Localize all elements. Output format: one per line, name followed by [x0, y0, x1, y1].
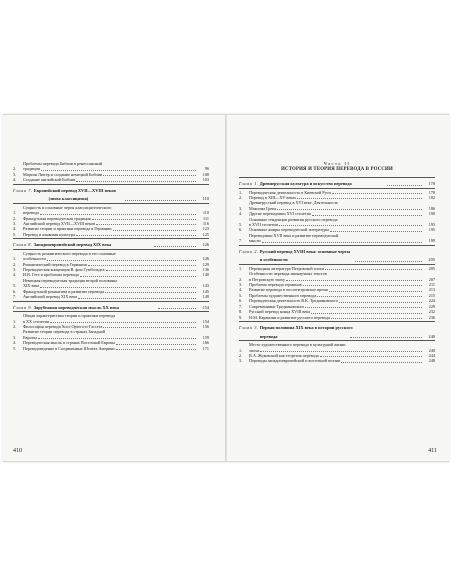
toc-entry — [239, 271, 435, 282]
chapter-heading — [13, 242, 209, 248]
leader-dots — [47, 260, 196, 261]
leader-dots — [286, 280, 422, 281]
entry-title — [23, 329, 197, 340]
chapter-rule-top — [239, 321, 435, 322]
entry-title-line — [249, 315, 423, 320]
entry-number: 2. — [13, 261, 17, 267]
entry-title-text: Философия перевода Хосе Ортега-и-Гассета — [23, 323, 103, 329]
toc-entry — [239, 315, 435, 320]
leader-dots — [116, 344, 196, 345]
chapter-title: Западноевропейский перевод XIX века — [33, 242, 112, 248]
entry-title-text: перевода — [23, 210, 39, 216]
entry-number: 6. — [13, 288, 17, 294]
leader-dots — [113, 230, 196, 231]
leader-dots — [341, 362, 422, 363]
leader-dots — [330, 231, 422, 232]
entry-number: 1. — [13, 210, 17, 216]
leader-dots — [305, 307, 422, 308]
entry-title-line — [23, 177, 197, 182]
entry-title-text: в XX столетии — [23, 318, 50, 324]
entry-page: 126 — [202, 256, 209, 262]
entry-page: 116 — [202, 221, 209, 227]
entry-page: 186 — [428, 205, 435, 211]
leader-dots — [125, 200, 196, 201]
chapter-rule-top — [239, 245, 435, 246]
entry-title-text: Французский романтизм и развитие перевода — [23, 288, 105, 294]
entry-number: 5. — [13, 231, 17, 237]
right-chapters — [239, 177, 435, 364]
entry-page: 178 — [428, 189, 435, 195]
chapter-heading — [239, 257, 435, 263]
toc-entry — [13, 278, 209, 289]
chapter-page: 205 — [428, 257, 435, 263]
chapter-rule-bottom — [239, 264, 435, 265]
chapter-label: Глава 9. — [13, 304, 33, 310]
toc-entry — [239, 233, 435, 244]
entry-number: 2. — [13, 166, 17, 172]
entry-page: 129 — [202, 261, 209, 267]
entry-title-text: Место художественного перевода в культурной жизни — [249, 342, 346, 348]
chapter-page: 178 — [428, 181, 435, 186]
entry-number: 4. — [239, 287, 243, 293]
entry-title — [249, 200, 423, 211]
entry-title — [23, 177, 197, 182]
toc-entry — [13, 177, 209, 182]
leader-dots — [350, 337, 422, 338]
leader-dots — [331, 318, 422, 319]
chapter-heading — [239, 334, 435, 340]
entry-title-text: И.В. Гете и проблемы перевода — [23, 272, 79, 278]
entry-page: 244 — [428, 352, 435, 358]
entry-title-text: XIX века — [23, 283, 40, 289]
entry-number: 4. — [13, 226, 17, 232]
toc-entry — [13, 251, 209, 262]
entry-page: 159 — [202, 334, 209, 340]
entry-number: 1. — [239, 347, 243, 353]
entry-title — [23, 346, 197, 351]
entry-page: 211 — [428, 282, 435, 288]
leader-dots — [76, 181, 196, 182]
entry-title-text: Развитие перевода в послепетровское время — [249, 287, 328, 293]
entry-number: 4. — [13, 177, 17, 183]
entry-page: 213 — [428, 287, 435, 293]
entry-title-text: Переводы западноевропейской и восточной поэзии — [249, 358, 341, 364]
entry-title-text: Проблемы художественного перевода — [249, 292, 317, 298]
entry-title-text: Сущность романтического перевода и его основные — [23, 250, 116, 256]
entry-page: 190 — [428, 211, 435, 217]
chapter-title: Зарубежная переводческая мысль XX века — [33, 304, 119, 310]
entry-title-line — [249, 358, 423, 363]
toc-entry — [239, 342, 435, 353]
entry-page: 149 — [202, 294, 209, 300]
entry-number: 5. — [13, 345, 17, 351]
entry-title-text: Проблемы перевода Библии в ренессансный — [23, 161, 103, 166]
chapter-label: Глава 2. — [239, 248, 259, 254]
entry-number: 3. — [239, 282, 243, 288]
leader-dots — [106, 270, 196, 271]
entry-title-text: Английский перевод XVII—XVIII веков — [23, 221, 95, 227]
entry-page: 103 — [202, 177, 209, 183]
entry-number: 1. — [13, 318, 17, 324]
entry-title — [23, 161, 197, 172]
leader-dots — [92, 219, 196, 220]
leader-dots — [78, 298, 196, 299]
entry-title-text: Русский перевод конца XVIII века — [249, 309, 311, 315]
entry-number: 1. — [239, 265, 243, 271]
entry-title — [249, 217, 423, 228]
entry-page: 166 — [202, 340, 209, 346]
toc-entry — [13, 232, 209, 237]
entry-number: 5. — [239, 222, 243, 228]
entry-title-text: Основные жанры переводческой литературы — [249, 227, 329, 233]
entry-page: 182 — [428, 195, 435, 200]
entry-page: 125 — [202, 231, 209, 237]
entry-title-text: Переводоведение в Соединенных Штатах Америки — [23, 345, 115, 351]
leader-dots — [40, 287, 196, 288]
toc-entry — [13, 161, 209, 172]
entry-title-text: Переводчики XVII века и развитие переводческой — [249, 232, 339, 238]
toc-entry — [13, 313, 209, 324]
leader-dots — [103, 327, 196, 328]
entry-title-text: Максима Грека — [249, 205, 277, 211]
entry-number: 7. — [239, 303, 243, 309]
entry-title-text: Другие переводчики XVI столетия — [249, 211, 311, 217]
entry-title — [23, 278, 197, 289]
leader-dots — [40, 214, 196, 215]
entry-title-text: Древнерусский перевод в XVI веке. Деятельность — [249, 200, 339, 206]
chapter-label: Глава 3. — [239, 324, 259, 330]
leader-dots — [332, 193, 422, 194]
toc-entry — [239, 358, 435, 363]
entry-number: 3. — [239, 358, 243, 364]
chapter-title: Русский перевод XVIII века: основные черты — [259, 248, 351, 254]
entry-title — [23, 251, 197, 262]
chapter-heading — [239, 249, 435, 255]
chapter-heading — [239, 181, 435, 187]
chapter-title: Древнерусская культура и искусство перевода — [259, 181, 352, 186]
entry-title-text: Переводческая деятельность В.К. Тредиаковского — [249, 298, 338, 304]
entry-title-line — [249, 238, 423, 243]
entry-title-text: Переводческая деятельность в Киевской Руси — [249, 189, 331, 195]
entry-number: 5. — [13, 283, 17, 289]
leader-dots — [50, 322, 196, 323]
entry-number: 4. — [13, 272, 17, 278]
leader-dots — [303, 285, 422, 286]
entry-page: 236 — [428, 314, 435, 320]
entry-number: 1. — [13, 256, 17, 262]
chapter-title: перевода — [259, 333, 278, 339]
entry-title-text: Особенности перевода инонаучных текстов — [249, 271, 327, 277]
entry-title-text: Н.М. Карамзин и развитие русского перевода — [249, 314, 330, 320]
chapter-rule-bottom — [13, 203, 209, 204]
entry-page: 140 — [202, 272, 209, 278]
leader-dots — [103, 175, 196, 176]
leader-dots — [311, 313, 422, 314]
chapter-subtitle-row — [13, 196, 209, 202]
entry-title-line — [23, 232, 197, 237]
entry-title-text: особенности — [23, 256, 46, 262]
toc-entry — [239, 217, 435, 228]
chapter-rule-top — [13, 184, 209, 185]
entry-number: 3. — [13, 334, 17, 340]
entry-page: 229 — [428, 303, 435, 309]
leader-dots — [88, 265, 196, 266]
chapter-rule-top — [239, 177, 435, 178]
chapter-label: Глава 8. — [13, 242, 33, 248]
entry-page: 205 — [428, 265, 435, 271]
leader-dots — [329, 291, 422, 292]
entry-title-text: Английский перевод XIX века — [23, 294, 78, 300]
entry-title-line — [23, 294, 197, 299]
part-title: ИСТОРИЯ И ТЕОРИЯ ПЕРЕВОДА В РОССИИ — [281, 167, 393, 172]
entry-title — [249, 358, 423, 363]
right-page — [227, 115, 449, 461]
chapter-rule-bottom — [239, 188, 435, 189]
entry-title-text: в Петровскую эпоху — [249, 276, 286, 282]
entry-number: 2. — [239, 276, 243, 282]
entry-title-text: Переводческая мысль в странах Восточной Европы — [23, 340, 116, 346]
entry-title — [249, 271, 423, 282]
entry-title-text: Французская переводческая традиция — [23, 215, 91, 221]
toc-entry — [13, 205, 209, 216]
entry-page: 232 — [428, 309, 435, 315]
entry-page: 171 — [202, 345, 209, 351]
entry-title — [23, 313, 197, 324]
entry-number: 2. — [13, 215, 17, 221]
entry-title — [23, 205, 197, 216]
page-number-left: 410 — [13, 448, 22, 454]
entry-title — [23, 294, 197, 299]
leader-dots — [339, 302, 422, 303]
leader-dots — [76, 235, 196, 236]
leader-dots — [80, 276, 196, 277]
entry-page: 111 — [203, 215, 209, 221]
chapter-rule-bottom — [239, 340, 435, 341]
entry-number: 2. — [239, 195, 243, 200]
part-number: Часть II — [323, 161, 351, 166]
entry-title-text: Создание английской Библии — [23, 177, 76, 183]
toc-entry — [13, 329, 209, 340]
entry-title-text: Развитие теории и практики перевода в Германии — [23, 226, 112, 232]
entry-title — [249, 233, 423, 244]
entry-page: 145 — [202, 288, 209, 294]
chapter-label: Глава 7. — [13, 187, 33, 193]
leader-dots — [312, 215, 422, 216]
entry-page: 193 — [428, 222, 435, 228]
entry-page: 199 — [428, 238, 435, 244]
entry-number: 2. — [239, 352, 243, 358]
entry-number: 3. — [239, 205, 243, 211]
entry-title-text: Европы — [23, 334, 37, 340]
chapter-title: Первая половина XIX века в истории русского — [259, 324, 353, 330]
leader-dots — [154, 246, 196, 247]
leader-dots — [387, 185, 422, 186]
entry-page: 123 — [202, 226, 209, 232]
entry-title — [249, 342, 423, 353]
entry-title-text: Современники Тредиаковского — [249, 303, 305, 309]
entry-page: 154 — [202, 318, 209, 324]
chapter-rule-bottom — [13, 249, 209, 250]
entry-title-text: Романтический перевод в Германии — [23, 261, 87, 267]
entry-page: 143 — [202, 283, 209, 289]
part-heading — [239, 161, 435, 173]
leader-dots — [116, 349, 196, 350]
leader-dots — [325, 269, 422, 270]
entry-page: 248 — [428, 358, 435, 364]
leader-dots — [277, 209, 422, 210]
leader-dots — [158, 308, 196, 309]
entry-title-text: в XVII столетии — [249, 222, 278, 228]
entry-number: 2. — [13, 323, 17, 329]
leader-dots — [355, 261, 422, 262]
left-page — [3, 115, 225, 461]
entry-number: 9. — [239, 314, 243, 320]
entry-page: 110 — [202, 210, 209, 216]
entry-title-text: традиции — [23, 166, 40, 172]
leader-dots — [317, 296, 422, 297]
entry-page: 96 — [204, 166, 209, 172]
entry-title-text: Основные тенденции развития русского перевода — [249, 216, 338, 222]
entry-page: 240 — [428, 347, 435, 353]
entry-title-text: Перевод и языковая культура — [23, 231, 75, 237]
leader-dots — [262, 242, 422, 243]
entry-page: 207 — [428, 276, 435, 282]
chapter-page: 154 — [202, 304, 209, 310]
chapter-subtitle: (эпоха классицизма) — [48, 196, 89, 202]
leader-dots — [105, 292, 196, 293]
chapter-page: 126 — [202, 242, 209, 248]
entry-number: 5. — [239, 292, 243, 298]
chapter-rule-top — [13, 238, 209, 239]
entry-number: 8. — [239, 309, 243, 315]
entry-title-text: Сущность и основные черты классицистического — [23, 204, 112, 210]
entry-title-text: мысли — [249, 238, 261, 244]
leader-dots — [38, 338, 196, 339]
entry-title-text: эпохи — [249, 347, 260, 353]
entry-title-text: Переводная литература Петровской эпохи — [249, 265, 325, 271]
chapter-title: Европейский перевод XVII—XVIII веков — [33, 187, 116, 193]
entry-number: 4. — [13, 340, 17, 346]
leader-dots — [41, 170, 196, 171]
entry-page: 215 — [428, 292, 435, 298]
entry-page: 195 — [428, 227, 435, 233]
chapter-heading — [239, 325, 435, 331]
chapter-title: и особенности — [259, 257, 288, 263]
entry-number: 1. — [239, 189, 243, 195]
chapter-label: Глава 1. — [239, 181, 259, 186]
entry-title-text: Переводческая концепция В. фон Гумбольдта — [23, 267, 105, 273]
entry-title-text: Проблема перевода терминов — [249, 282, 302, 288]
page-number-right: 411 — [428, 448, 437, 454]
entry-title-text: Общая характеристика теории и практики перевода — [23, 313, 116, 319]
leader-dots — [297, 198, 422, 199]
entry-page: 224 — [428, 298, 435, 304]
book-spread — [3, 114, 449, 462]
entry-title — [249, 315, 423, 320]
leader-dots — [96, 224, 196, 225]
chapter-rule-bottom — [13, 311, 209, 312]
entry-number: 3. — [13, 267, 17, 273]
entry-number: 3. — [13, 171, 17, 177]
chapter-heading — [13, 305, 209, 311]
entry-title-text: Перевод в XIII—XV веках — [249, 195, 297, 200]
leader-dots — [279, 225, 422, 226]
entry-number: 3. — [13, 221, 17, 227]
entry-title — [23, 232, 197, 237]
toc-entry — [239, 200, 435, 211]
entry-number: 6. — [239, 298, 243, 304]
entry-number: 7. — [239, 238, 243, 244]
entry-title-text: В.А. Жуковский как теоретик перевода — [249, 352, 319, 358]
leader-dots — [320, 356, 422, 357]
entry-title-text: Развитие теории перевода в странах Западной — [23, 329, 106, 335]
entry-number: 7. — [13, 294, 17, 300]
entry-page: 156 — [202, 323, 209, 329]
right-page-contents — [239, 161, 435, 364]
entry-title-text: Мартин Лютер и создание немецкой Библии — [23, 171, 103, 177]
toc-entry — [13, 294, 209, 299]
chapter-heading — [13, 188, 209, 194]
entry-page: 100 — [202, 171, 209, 177]
entry-page: 136 — [202, 267, 209, 273]
chapter-page: 110 — [202, 196, 210, 202]
entry-number: 6. — [239, 227, 243, 233]
toc-entry — [13, 346, 209, 351]
leader-dots — [260, 351, 422, 352]
chapter-rule-top — [13, 301, 209, 302]
entry-number: 4. — [239, 211, 243, 217]
chapter-page: 240 — [428, 333, 435, 339]
entry-title-line — [23, 346, 197, 351]
entry-title-text: Немецкая переводческая традиция второй половины — [23, 277, 117, 283]
left-page-contents — [13, 161, 209, 351]
